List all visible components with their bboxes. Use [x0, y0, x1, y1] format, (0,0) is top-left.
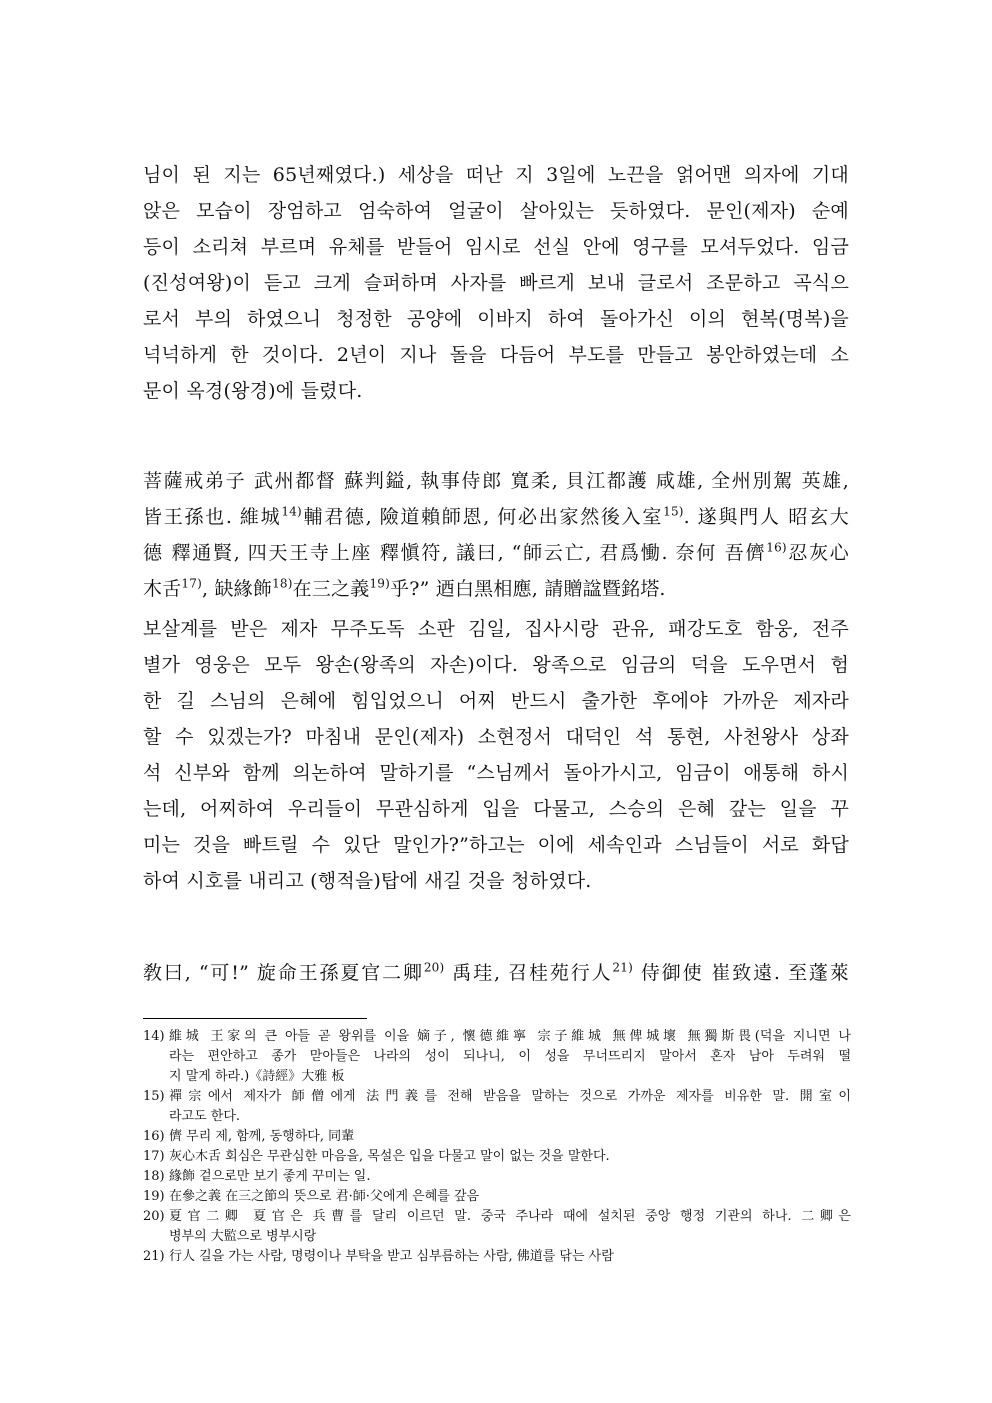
footnote-line: 行人 길을 가는 사람, 명령이나 부탁을 받고 심부름하는 사람, 佛道를 닦는 사람 — [169, 1249, 614, 1264]
footnote-number: 16) — [143, 1129, 165, 1144]
text-line: 菩薩戒弟子 武州都督 蘇判鎰, 執事侍郎 寬柔, 貝江都護 咸雄, 全州別駕 英雄, — [143, 470, 849, 492]
text-line: 한 길 스님의 은혜에 힘입었으니 어찌 반드시 출가한 후에야 가까운 제자라 — [143, 690, 849, 712]
footnote-line: 緣飾 겉으로만 보기 좋게 꾸미는 일. — [169, 1169, 371, 1184]
paragraph-korean-2 — [143, 611, 849, 899]
text-segment: 敎曰, “可!” 旋命王孫夏官二卿 — [143, 962, 424, 984]
text-line: 로서 부의 하였으니 청정한 공양에 이바지 하여 돌아가신 이의 현복(명복)을 — [143, 308, 849, 330]
footnote-21 — [143, 1247, 851, 1267]
text-line: 앉은 모습이 장엄하고 엄숙하여 얼굴이 살아있는 듯하였다. 문인(제자) 순예 — [143, 200, 849, 222]
footnote-line: 지 말게 하라.)《詩經》大雅 板 — [169, 1069, 345, 1084]
footnotes — [143, 1027, 851, 1267]
footnote-ref[interactable]: 14) — [281, 504, 302, 519]
footnote-ref[interactable]: 19) — [369, 576, 390, 591]
text-segment: , 缺緣飾 — [201, 578, 273, 600]
text-line: 미는 것을 빠트릴 수 있단 말인가?”하고는 이에 세속인과 스님들이 서로 화답 — [143, 834, 849, 856]
footnote-number: 17) — [143, 1149, 165, 1164]
footnote-separator — [143, 1018, 367, 1019]
footnote-line: 灰心木舌 회심은 무관심한 마음을, 목설은 입을 다물고 말이 없는 것을 말한다. — [169, 1149, 610, 1164]
footnote-15 — [143, 1087, 851, 1127]
footnote-ref[interactable]: 16) — [766, 540, 787, 555]
text-line — [143, 499, 849, 535]
footnote-18 — [143, 1167, 851, 1187]
footnote-number: 14) — [143, 1029, 165, 1044]
text-segment: 忍灰心 — [786, 542, 850, 564]
text-line: 등이 소리쳐 부르며 유체를 받들어 임시로 선실 안에 영구를 모셔두었다. 임금 — [143, 236, 849, 258]
footnote-ref[interactable]: 17) — [181, 576, 202, 591]
footnote-19 — [143, 1187, 851, 1207]
text-segment: 禹珪, 召桂苑行人 — [444, 962, 613, 984]
footnote-line: 在參之義 在三之節의 뜻으로 君·師·父에게 은혜를 갚음 — [169, 1189, 480, 1204]
footnote-line: 夏官二卿 夏官은 兵曹를 달리 이르던 말. 중국 주나라 때에 설치된 중앙 행정 기관의 하나. 二卿은 — [169, 1209, 851, 1224]
footnote-number: 15) — [143, 1089, 165, 1104]
footnote-ref[interactable]: 21) — [612, 960, 633, 975]
text-line: 넉넉하게 한 것이다. 2년이 지나 돌을 다듬어 부도를 만들고 봉안하였는데 소 — [143, 344, 849, 366]
text-line — [143, 535, 849, 571]
paragraph-korean-1 — [143, 157, 849, 409]
footnote-line: 라는 편안하고 종가 맏아들은 나라의 성이 되나니, 이 성을 무너뜨리지 말아서 혼자 남아 두려워 떨 — [169, 1049, 851, 1064]
footnote-number: 20) — [143, 1209, 165, 1224]
text-line: 별가 영웅은 모두 왕손(왕족의 자손)이다. 왕족으로 임금의 덕을 도우면서 험 — [143, 654, 849, 676]
text-line: 문이 옥경(왕경)에 들렸다. — [143, 380, 363, 402]
footnote-ref[interactable]: 18) — [272, 576, 293, 591]
text-segment: 乎?” 迺白黑相應, 請贈諡暨銘塔. — [390, 578, 666, 600]
footnote-17 — [143, 1147, 851, 1167]
footnote-number: 21) — [143, 1249, 165, 1264]
text-line — [143, 571, 849, 607]
text-segment: 輔君德, 險道賴師恩, 何必出家然後入室 — [301, 506, 664, 528]
footnote-number: 18) — [143, 1169, 165, 1184]
text-segment: 皆王孫也. 維城 — [143, 506, 282, 528]
footnote-number: 19) — [143, 1189, 165, 1204]
text-line: 할 수 있겠는가? 마침내 문인(제자) 소현정서 대덕인 석 통현, 사천왕사 상좌 — [143, 726, 849, 748]
text-line: (진성여왕)이 듣고 크게 슬퍼하며 사자를 빠르게 보내 글로서 조문하고 곡식으 — [143, 272, 849, 294]
text-segment: 德 釋通賢, 四天王寺上座 釋愼符, 議曰, “師云亡, 君爲慟. 奈何 吾儕 — [143, 542, 767, 564]
paragraph-hanja-2 — [143, 955, 849, 991]
footnote-line: 禪宗에서 제자가 師僧에게 法門義를 전해 받음을 말하는 것으로 가까운 제자를 비유한 말. 開室이 — [169, 1089, 851, 1104]
paragraph-hanja-1 — [143, 463, 849, 607]
text-line: 님이 된 지는 65년째였다.) 세상을 떠난 지 3일에 노끈을 얽어맨 의자에 기대 — [143, 164, 849, 186]
text-line: 는데, 어찌하여 우리들이 무관심하게 입을 다물고, 스승의 은혜 갚는 일을 꾸 — [143, 798, 849, 820]
text-segment: 侍御使 崔致遠. 至蓬萊 — [632, 962, 849, 984]
text-segment: 在三之義 — [292, 578, 370, 600]
footnote-line: 儕 무리 제, 함께, 동행하다, 同輩 — [169, 1129, 355, 1144]
footnote-16 — [143, 1127, 851, 1147]
text-line: 보살계를 받은 제자 무주도독 소판 김일, 집사시랑 관유, 패강도호 함웅, 전주 — [143, 618, 849, 640]
text-segment: . 遂與門人 昭玄大 — [683, 506, 850, 528]
footnote-ref[interactable]: 15) — [663, 504, 684, 519]
footnote-20 — [143, 1207, 851, 1247]
footnote-line: 병부의 大監으로 병부시랑 — [169, 1229, 317, 1244]
text-line — [143, 955, 849, 991]
footnote-line: 라고도 한다. — [169, 1109, 241, 1124]
footnote-14 — [143, 1027, 851, 1087]
footnote-ref[interactable]: 20) — [423, 960, 445, 975]
footnote-line: 維城 王家의 큰 아들 곧 왕위를 이을 嫡子, 懷德維寧 宗子維城 無俾城壞 無獨斯畏(덕을 지니면 나 — [169, 1029, 851, 1044]
text-line: 하여 시호를 내리고 (행적을)탑에 새길 것을 청하였다. — [143, 870, 592, 892]
text-line: 석 신부와 함께 의논하여 말하기를 “스님께서 돌아가시고, 임금이 애통해 하시 — [143, 762, 849, 784]
text-segment: 木舌 — [143, 578, 182, 600]
